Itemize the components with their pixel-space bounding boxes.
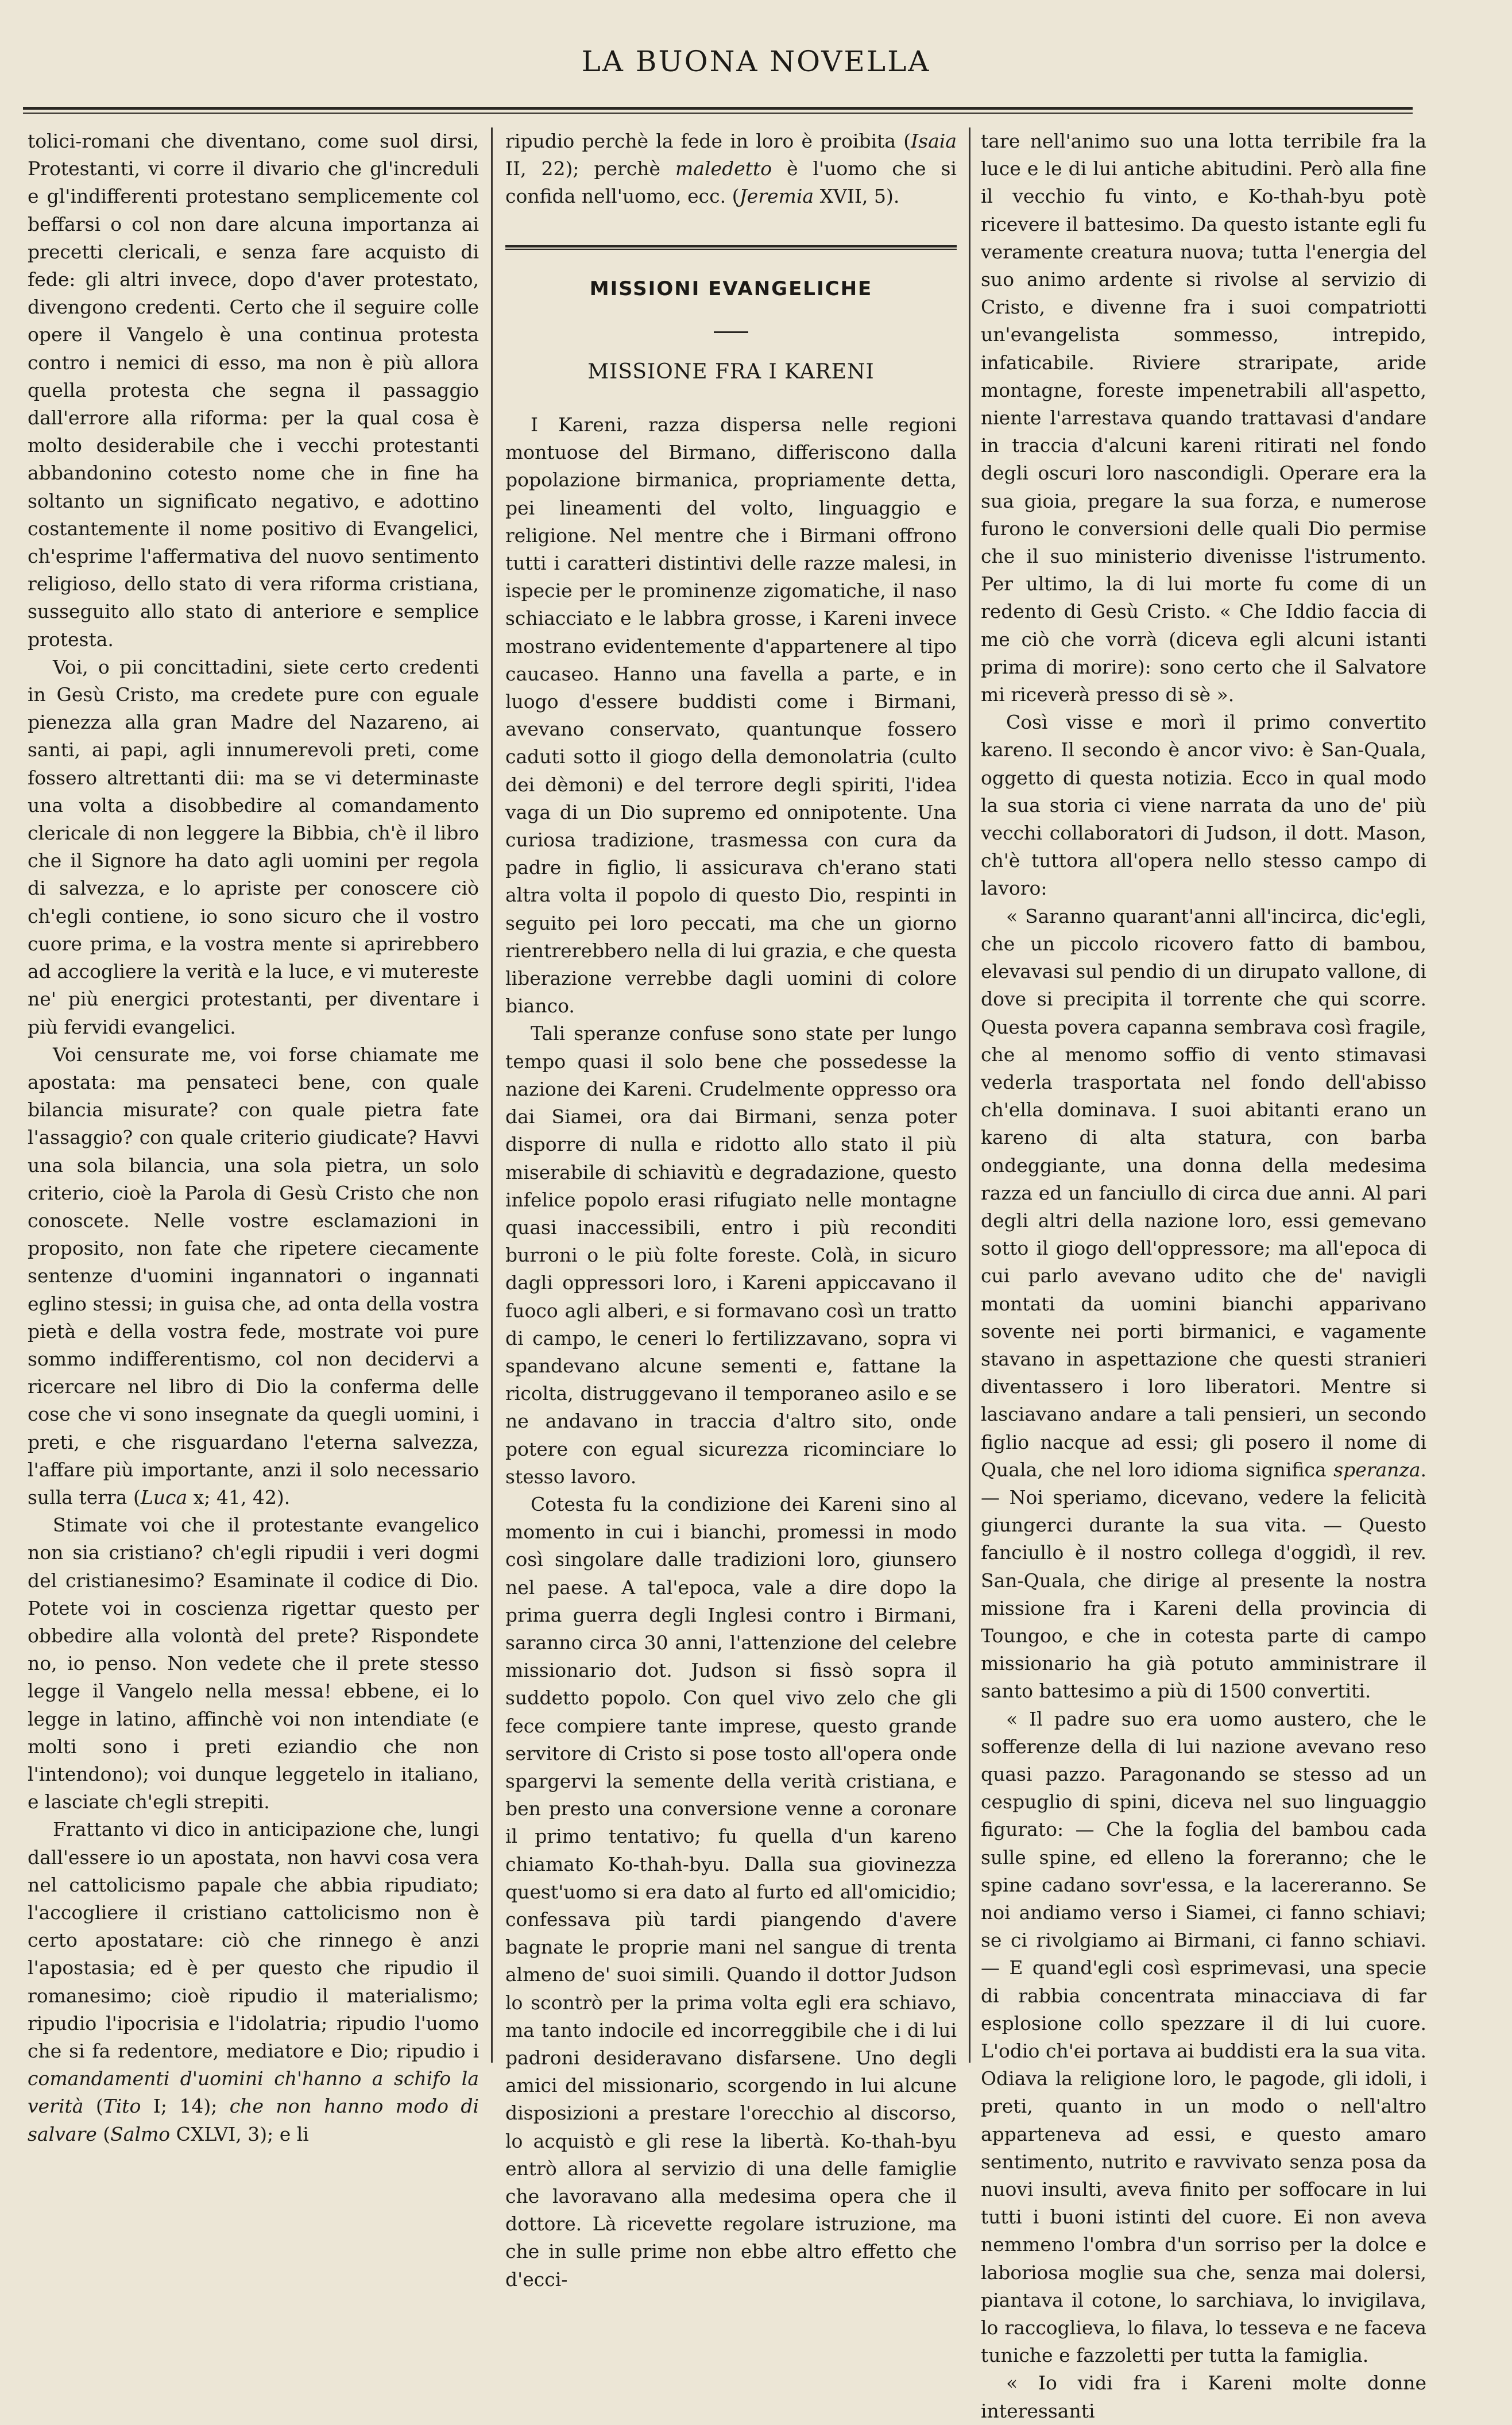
- col3-paragraph-3: « Saranno quarant'anni all'incirca, dic'egli, che un piccolo ricovero fatto di bambou, elevavasi sul pendio di un dirupato vallone, di dove si precipita il torrente che qui scorre. Questa povera capanna sembrava così fragile, che al menomo soffio di vento stimavasi vederla trasportata nel fondo dell'abisso ch'ella dominava. I suoi abitanti erano un kareno di alta statura, con barba ondeggiante, una donna della medesima razza ed un fanciullo di circa due anni. Al pari degli altri della nazione loro, essi gemevano sotto il giogo dell'oppressore; ma all'epoca di cui parlo avevano udito che de' navigli montati da uomini bianchi apparivano sovente nei porti birmanici, e vagamente stavano in aspettazione che questi stranieri diventassero i loro liberatori. Mentre si lasciavano andare a tali pensieri, un secondo figlio nacque ad essi; gli posero il nome di Quala, che nel loro idioma significa speranza. — Noi speriamo, dicevano, vedere la felicità giungerci durante la sua vita. — Questo fanciullo è il nostro collega d'oggidì, il rev. San-Quala, che dirige al presente la nostra missione fra i Kareni della provincia di Toungoo, e che in cotesta parte di campo missionario ha già potuto amministrare il santo battesimo a più di 1500 convertiti.: [981, 904, 1426, 1703]
- col1-paragraph-3: Voi censurate me, voi forse chiamate me apostata: ma pensateci bene, con quale bilancia misurate? con quale pietra fate l'assaggio? con quale criterio giudicate? Havvi una sola bilancia, una sola pietra, un solo criterio, cioè la Parola di Gesù Cristo che non conoscete. Nelle vostre esclamazioni in proposito, non fate che ripetere ciecamente sentenze d'uomini ingannatori o ingannati eglino stessi; in guisa che, ad onta della vostra pietà e della vostra fede, mostrate voi pure sommo indifferentismo, col non decidervi a ricercare nel libro di Dio la conferma delle cose che vi sono insegnate da quegli uomini, i preti, e che risguardano l'eterna salvezza, l'affare più importante, anzi il solo necessario sulla terra (Luca x; 41, 42).: [28, 1043, 479, 1509]
- section-rule-thin: [505, 249, 957, 250]
- column-2: [505, 127, 957, 2293]
- col2-paragraph-2: I Kareni, razza dispersa nelle regioni montuose del Birmano, differiscono dalla popolazione birmanica, propriamente detta, pei lineamenti del volto, linguaggio e religione. Nel mentre che i Birmani offrono tutti i caratteri distintivi delle razze malesi, in ispecie per le prominenze zigomatiche, il naso schiacciato e le labbra grosse, i Kareni invece mostrano evidentemente d'appartenere al tipo caucaseo. Hanno una favella a parte, e in luogo d'essere buddisti come i Birmani, avevano conservato, quantunque fossero caduti sotto il giogo della demonolatria (culto dei dèmoni) e del terrore degli spiriti, l'idea vaga di un Dio supremo ed onnipotente. Una curiosa tradizione, trasmessa con cura da padre in figlio, li assicurava ch'erano stati altra volta il popolo di questo Dio, respinti in seguito pei loro peccati, ma che un giorno rientrerebbero nella di lui grazia, e che questa liberazione verrebbe dagli uomini di colore bianco.: [505, 413, 957, 1018]
- section-rule-thick: [505, 245, 957, 247]
- col1-paragraph-1: tolici-romani che diventano, come suol dirsi, Protestanti, vi corre il divario che gl'increduli e gl'indifferenti protestano semplicemente col beffarsi o col non dare alcuna importanza ai precetti clericali, e senza fare acquisto di fede: gli altri invece, dopo d'aver protestato, divengono credenti. Certo che il seguire colle opere il Vangelo è una continua protesta contro i nemici di esso, ma non è più allora quella protesta che segna il passaggio dall'errore alla riforma: per la qual cosa è molto desiderabile che i vecchi protestanti abbandonino cotesto nome che in fine ha soltanto un significato negativo, e adottino costantemente il nome positivo di Evangelici, ch'esprime l'affermativa del nuovo sentimento religioso, dello stato di vera riforma cristiana, susseguito allo stato di anteriore e semplice protesta.: [28, 130, 479, 651]
- col1-paragraph-5: Frattanto vi dico in anticipazione che, lungi dall'essere io un apostata, non havvi cosa vera nel cattolicismo papale che abbia ripudiato; l'accogliere il cristiano cattolicismo non è certo apostatare: ciò che rinnego è anzi l'apostasia; ed è per questo che ripudio il romanesimo; cioè ripudio il materialismo; ripudio l'ipocrisia e l'idolatria; ripudio l'uomo che si fa redentore, mediatore e Dio; ripudio i comandamenti d'uomini ch'hanno a schifo la verità (Tito I; 14); che non hanno modo di salvare (Salmo CXLVI, 3); e li: [28, 1818, 479, 2145]
- col3-paragraph-5: « Io vidi fra i Kareni molte donne interessanti: [981, 2372, 1426, 2422]
- col3-paragraph-2: Così visse e morì il primo convertito kareno. Il secondo è ancor vivo: è San-Quala, oggetto di questa notizia. Ecco in qual modo la sua storia ci viene narrata da uno de' più vecchi collaboratori di Judson, il dott. Mason, ch'è tuttora all'opera nello stesso campo di lavoro:: [981, 711, 1426, 900]
- col2-paragraph-4: Cotesta fu la condizione dei Kareni sino al momento in cui i bianchi, promessi in modo così singolare dalle tradizioni loro, giunsero nel paese. A tal'epoca, vale a dire dopo la prima guerra degli Inglesi contro i Birmani, saranno circa 30 anni, l'attenzione del celebre missionario dot. Judson si fissò sopra il suddetto popolo. Con quel vivo zelo che gli fece compiere tante imprese, questo grande servitore di Cristo si pose tosto all'opera onde spargervi la semente della verità cristiana, e ben presto una conversione venne a coronare il primo tentativo; fu quella d'un kareno chiamato Ko-thah-byu. Dalla sua giovinezza quest'uomo si era dato al furto ed all'omicidio; confessava più tardi piangendo d'avere bagnate le proprie mani nel sangue di trenta almeno de' suoi simili. Quando il dottor Judson lo scontrò per la prima volta egli era schiavo, ma tanto indocile ed incorreggibile che i di lui padroni desideravano disfarsene. Uno degli amici del missionario, scorgendo in lui alcune disposizioni a prestare l'orecchio al discorso, lo acquistò e gli rese la libertà. Ko-thah-byu entrò allora al servizio di una delle famiglie che lavoravano alla medesima opera che il dottore. Là ricevette regolare istruzione, ma che in sulle prime non ebbe altro effetto che d'ecci-: [505, 1492, 957, 2291]
- column-divider-2: [969, 127, 970, 2063]
- col1-paragraph-2: Voi, o pii concittadini, siete certo credenti in Gesù Cristo, ma credete pure con eguale pienezza alla gran Madre del Nazareno, ai santi, ai papi, agli innumerevoli preti, come fossero altrettanti dii: ma se vi determinaste una volta a disobbedire al comandamento clericale di non leggere la Bibbia, ch'è il libro che il Signore ha dato agli uomini per regola di salvezza, e lo apriste per conoscere ciò ch'egli contiene, io sono sicuro che il vostro cuore prima, e la vostra mente si aprirebbero ad accogliere la verità e la luce, e vi mutereste ne' più energici protestanti, per diventare i più fervidi evangelici.: [28, 655, 479, 1038]
- col3-paragraph-1: tare nell'animo suo una lotta terribile fra la luce e le di lui antiche abitudini. Però alla fine il vecchio fu vinto, e Ko-thah-byu potè ricevere il battesimo. Da questo istante egli fu veramente creatura nuova; tutta l'energia del suo animo ardente si rivolse al servizio di Cristo, e divenne fra i suoi compatriotti un'evangelista sommesso, intrepido, infaticabile. Riviere straripate, aride montagne, foreste impenetrabili all'aspetto, niente l'arrestava quando trattavasi d'andare in traccia d'alcuni kareni ritirati nel fondo degli oscuri loro nascondigli. Operare era la sua gioia, pregare la sua forza, e numerose furono le conversioni delle quali Dio permise che il suo ministerio divenisse l'istrumento. Per ultimo, la di lui morte fu come di un redento di Gesù Cristo. « Che Iddio faccia di me ciò che vorrà (diceva egli alcuni istanti prima di morire): sono certo che il Salvatore mi riceverà presso di sè ».: [981, 130, 1426, 706]
- page-header-title: LA BUONA NOVELLA: [581, 45, 931, 78]
- section-title: MISSIONI EVANGELICHE: [589, 277, 873, 300]
- column-divider-1: [491, 127, 493, 2063]
- subsection-title: MISSIONE FRA I KARENI: [587, 359, 875, 384]
- col2-paragraph-3: Tali speranze confuse sono state per lungo tempo quasi il solo bene che possedesse la nazione dei Kareni. Crudelmente oppresso ora dai Siamei, ora dai Birmani, senza poter disporre di nulla e ridotto allo stato il più miserabile di schiavitù e degradazione, questo infelice popolo erasi rifugiato nelle montagne quasi inaccessibili, entro i più reconditi burroni o le più folte foreste. Colà, in sicuro dagli oppressori loro, i Kareni appiccavano il fuoco agli alberi, e si formavano così un tratto di campo, le ceneri lo fertilizzavano, sopra vi spandevano alcune sementi e, fattane la ricolta, distruggevano il temporaneo asilo e se ne andavano in traccia d'altro sito, onde potere con egual sicurezza ricominciare lo stesso lavoro.: [505, 1022, 957, 1488]
- header-rule-thin: [23, 113, 1413, 114]
- column-1: [28, 127, 479, 2148]
- header-rule-thick: [23, 107, 1413, 110]
- section-short-rule: [714, 331, 748, 333]
- col3-paragraph-4: « Il padre suo era uomo austero, che le sofferenze della di lui nazione avevano reso quasi pazzo. Paragonando se stesso ad un cespuglio di spini, diceva nel suo linguaggio figurato: — Che la foglia del bambou cada sulle spine, ed elleno la foreranno; che le spine cadano sovr'essa, e la lacereranno. Se noi andiamo verso i Siamei, ci fanno schiavi; se ci rivolgiamo ai Birmani, ci fanno schiavi. — E quand'egli così esprimevasi, una specie di rabbia concentrata minacciava di far esplosione collo spezzare il di lui cuore. L'odio ch'ei portava ai buddisti era la sua vita. Odiava la religione loro, le pagode, gli idoli, i preti, quanto in un modo o nell'altro apparteneva ad essi, e questo amaro sentimento, nutrito e ravvivato senza posa da nuovi insulti, aveva finito per soffocare in lui tutti i buoni istinti del cuore. Ei non aveva nemmeno l'ombra d'un sorriso per la dolce e laboriosa moglie sua che, senza mai dolersi, piantava il cotone, lo sarchiava, lo invigilava, lo raccoglieva, lo filava, lo tesseva e ne faceva tuniche e fazzoletti per tutta la famiglia.: [981, 1707, 1426, 2367]
- col2-paragraph-1: ripudio perchè la fede in loro è proibita (Isaia II, 22); perchè maledetto è l'uomo che si confida nell'uomo, ecc. (Jeremia XVII, 5).: [505, 130, 957, 208]
- col1-paragraph-4: Stimate voi che il protestante evangelico non sia cristiano? ch'egli ripudii i veri dogmi del cristianesimo? Esaminate il codice di Dio. Potete voi in coscienza rigettar questo per obbedire alla volontà del prete? Rispondete no, io penso. Non vedete che il prete stesso legge il Vangelo nella messa! ebbene, ei lo legge in latino, affinchè voi non intendiate (e molti sono i preti eziandio che non l'intendono); voi dunque leggetelo in italiano, e lasciate ch'egli strepiti.: [28, 1514, 479, 1813]
- column-3: [981, 127, 1426, 2425]
